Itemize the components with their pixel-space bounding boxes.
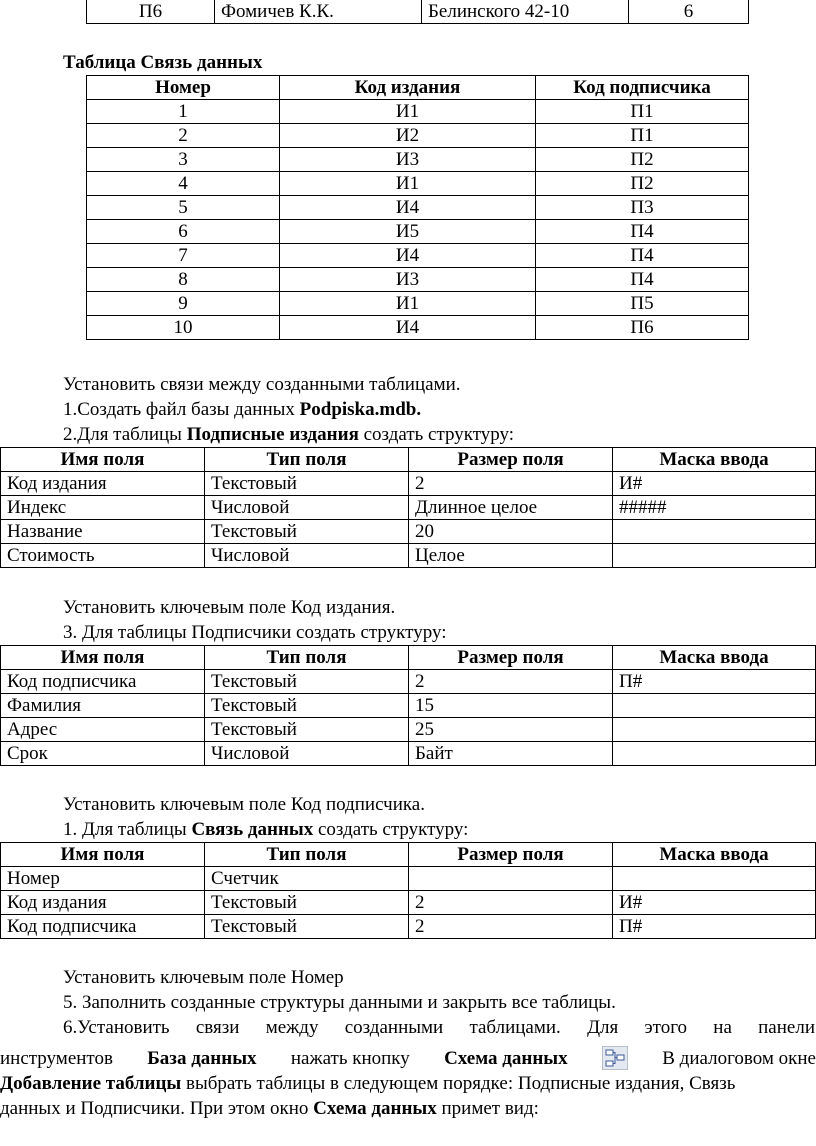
column-header: Имя поля xyxy=(1,448,205,472)
paragraph xyxy=(63,817,468,842)
table-row xyxy=(87,100,749,124)
table-row xyxy=(1,891,816,915)
column-header: Имя поля xyxy=(1,843,205,867)
table-cell: П6 xyxy=(87,0,215,24)
table-row xyxy=(1,867,816,891)
table-header-row xyxy=(1,843,816,867)
column-header: Маска ввода xyxy=(613,448,816,472)
table-row xyxy=(87,124,749,148)
table-cell: И1 xyxy=(280,292,536,316)
table-cell: П# xyxy=(613,670,816,694)
word: между xyxy=(265,1017,319,1038)
table-cell: Код подписчика xyxy=(1,670,205,694)
table-cell: 1 xyxy=(87,100,280,124)
table-cell: И3 xyxy=(280,268,536,292)
table-cell: 2 xyxy=(409,670,613,694)
table-cell: П1 xyxy=(536,124,749,148)
table-cell: 2 xyxy=(409,472,613,496)
paragraph-line xyxy=(0,1046,816,1071)
text-span: создать структуру: xyxy=(358,424,515,445)
table-cell: 6 xyxy=(87,220,280,244)
table-cell: 4 xyxy=(87,172,280,196)
paragraph: Установить ключевым поле Код издания. xyxy=(63,597,396,618)
column-header: Номер xyxy=(87,76,280,100)
table-cell: П4 xyxy=(536,220,749,244)
button-name: Схема данных xyxy=(444,1048,568,1069)
column-header: Размер поля xyxy=(409,646,613,670)
table-cell: П3 xyxy=(536,196,749,220)
text-span: 1.Создать файл базы данных xyxy=(63,399,300,420)
paragraph xyxy=(63,397,421,422)
text-span: нажать кнопку xyxy=(290,1048,410,1069)
table-cell: 15 xyxy=(409,694,613,718)
table-cell: Название xyxy=(1,520,205,544)
table-cell: И1 xyxy=(280,172,536,196)
column-header: Тип поля xyxy=(205,646,409,670)
table-cell xyxy=(613,520,816,544)
table-cell: 7 xyxy=(87,244,280,268)
paragraph: 5. Заполнить созданные структуры данными и закрыть все таблицы. xyxy=(63,992,616,1013)
table-cell: 10 xyxy=(87,316,280,340)
links-table xyxy=(86,75,749,340)
table-cell: П2 xyxy=(536,148,749,172)
table-row xyxy=(87,244,749,268)
word: таблицами. xyxy=(469,1017,561,1038)
table-row xyxy=(1,718,816,742)
table-row xyxy=(87,196,749,220)
table-cell: П4 xyxy=(536,244,749,268)
table-cell: Текстовый xyxy=(205,915,409,939)
table-cell: Целое xyxy=(409,544,613,568)
table-cell: 6 xyxy=(629,0,749,24)
table-row xyxy=(87,292,749,316)
table-row xyxy=(87,268,749,292)
top-partial-table xyxy=(86,0,749,24)
word: 6.Установить xyxy=(63,1017,170,1038)
table-cell: Код издания xyxy=(1,891,205,915)
table-name: Подписные издания xyxy=(186,424,359,445)
table-cell: Байт xyxy=(409,742,613,766)
column-header: Код издания xyxy=(280,76,536,100)
table-cell: ##### xyxy=(613,496,816,520)
table-cell: 9 xyxy=(87,292,280,316)
table-cell: П5 xyxy=(536,292,749,316)
table-cell: Текстовый xyxy=(205,718,409,742)
column-header: Маска ввода xyxy=(613,646,816,670)
word: панели xyxy=(758,1017,815,1038)
table-cell: Текстовый xyxy=(205,694,409,718)
table-header-row xyxy=(1,646,816,670)
text-span: В диалоговом окне xyxy=(662,1048,816,1069)
table-cell: Текстовый xyxy=(205,520,409,544)
table-cell: Адрес xyxy=(1,718,205,742)
paragraph: 3. Для таблицы Подписчики создать структуру: xyxy=(63,622,447,643)
table-cell: Индекс xyxy=(1,496,205,520)
text-span: 1. Для таблицы xyxy=(63,819,192,840)
table-cell: Текстовый xyxy=(205,670,409,694)
paragraph-line xyxy=(0,1096,539,1121)
table-cell: Номер xyxy=(1,867,205,891)
text-span: выбрать таблицы в следующем порядке: Подписные издания, Связь xyxy=(181,1073,736,1094)
table-cell: 5 xyxy=(87,196,280,220)
dialog-name: Добавление таблицы xyxy=(0,1073,182,1094)
table-cell: И4 xyxy=(280,196,536,220)
table-row xyxy=(87,148,749,172)
justified-line xyxy=(63,1015,815,1040)
table-cell: П4 xyxy=(536,268,749,292)
table-cell: 8 xyxy=(87,268,280,292)
table-cell: Текстовый xyxy=(205,472,409,496)
table-row xyxy=(87,220,749,244)
text-span: примет вид: xyxy=(436,1098,539,1119)
text-span: инструментов xyxy=(0,1048,113,1069)
table-cell: 2 xyxy=(87,124,280,148)
column-header: Имя поля xyxy=(1,646,205,670)
table-row xyxy=(87,0,749,24)
table-row xyxy=(1,915,816,939)
table-row xyxy=(1,496,816,520)
table-cell: И# xyxy=(613,891,816,915)
table-cell: П6 xyxy=(536,316,749,340)
table-cell: И2 xyxy=(280,124,536,148)
column-header: Код подписчика xyxy=(536,76,749,100)
table-cell: Код подписчика xyxy=(1,915,205,939)
table-cell xyxy=(613,544,816,568)
links-table-caption: Таблица Связь данных xyxy=(63,52,263,73)
table-header-row xyxy=(87,76,749,100)
table-cell: 2 xyxy=(409,915,613,939)
structure-table-publications xyxy=(0,447,816,568)
word: созданными xyxy=(344,1017,444,1038)
table-cell: И1 xyxy=(280,100,536,124)
table-name: Связь данных xyxy=(191,819,314,840)
table-cell: 3 xyxy=(87,148,280,172)
table-cell: Фамилия xyxy=(1,694,205,718)
paragraph: Установить ключевым поле Код подписчика. xyxy=(63,794,425,815)
text-span: 2.Для таблицы xyxy=(63,424,187,445)
word: Для xyxy=(587,1017,619,1038)
table-cell xyxy=(613,867,816,891)
table-cell: П1 xyxy=(536,100,749,124)
table-row xyxy=(1,694,816,718)
table-cell: П2 xyxy=(536,172,749,196)
toolbar-name: База данных xyxy=(147,1048,257,1069)
table-row xyxy=(1,520,816,544)
table-cell: Числовой xyxy=(205,742,409,766)
table-cell: И4 xyxy=(280,316,536,340)
relationships-icon xyxy=(602,1046,628,1070)
table-cell: 25 xyxy=(409,718,613,742)
table-row xyxy=(87,316,749,340)
table-cell xyxy=(409,867,613,891)
table-row xyxy=(1,742,816,766)
paragraph: Установить ключевым поле Номер xyxy=(63,967,344,988)
table-cell: П# xyxy=(613,915,816,939)
text-span: создать структуру: xyxy=(313,819,469,840)
table-cell: Стоимость xyxy=(1,544,205,568)
table-cell xyxy=(613,742,816,766)
table-row xyxy=(1,472,816,496)
table-cell: Счетчик xyxy=(205,867,409,891)
table-cell: Длинное целое xyxy=(409,496,613,520)
table-cell: И4 xyxy=(280,244,536,268)
paragraph xyxy=(63,422,514,447)
word: этого xyxy=(644,1017,688,1038)
table-cell: Белинского 42-10 xyxy=(422,0,629,24)
table-row xyxy=(1,544,816,568)
table-cell: И3 xyxy=(280,148,536,172)
structure-table-subscribers xyxy=(0,645,816,766)
table-cell: Числовой xyxy=(205,544,409,568)
db-file-name: Podpiska.mdb. xyxy=(299,399,422,420)
table-cell xyxy=(613,694,816,718)
column-header: Маска ввода xyxy=(613,843,816,867)
structure-table-links xyxy=(0,842,816,939)
table-cell: Код издания xyxy=(1,472,205,496)
table-cell: Срок xyxy=(1,742,205,766)
column-header: Размер поля xyxy=(409,448,613,472)
table-cell: 20 xyxy=(409,520,613,544)
paragraph: Установить связи между созданными таблицами. xyxy=(63,374,461,395)
table-header-row xyxy=(1,448,816,472)
table-cell: Текстовый xyxy=(205,891,409,915)
table-cell: Фомичев К.К. xyxy=(215,0,422,24)
paragraph-line xyxy=(0,1071,735,1096)
column-header: Тип поля xyxy=(205,448,409,472)
table-cell: И# xyxy=(613,472,816,496)
word: связи xyxy=(195,1017,240,1038)
text-span: данных и Подписчики. При этом окно xyxy=(0,1098,314,1119)
column-header: Тип поля xyxy=(205,843,409,867)
table-cell xyxy=(613,718,816,742)
table-row xyxy=(87,172,749,196)
table-cell: И5 xyxy=(280,220,536,244)
window-name: Схема данных xyxy=(313,1098,437,1119)
table-cell: Числовой xyxy=(205,496,409,520)
word: на xyxy=(713,1017,732,1038)
column-header: Размер поля xyxy=(409,843,613,867)
table-cell: 2 xyxy=(409,891,613,915)
table-row xyxy=(1,670,816,694)
